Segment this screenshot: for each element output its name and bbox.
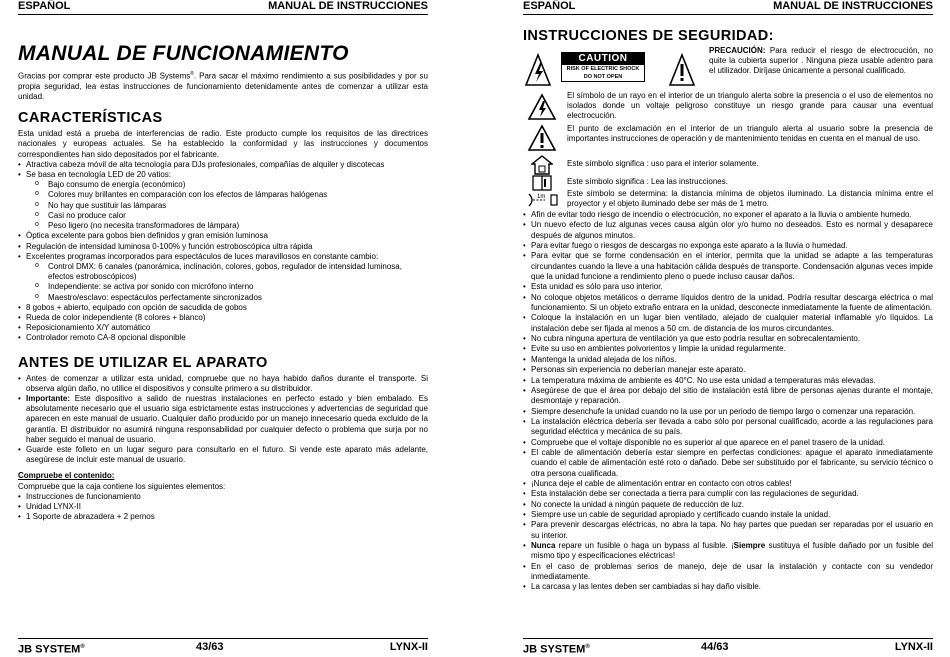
feature-subitem: o Colores muy brillantes en comparación con los efectos de lámparas halógenas	[18, 190, 428, 200]
safety-item	[523, 241, 933, 251]
feature-item: • Controlador remoto CA-8 opcional disponible	[18, 333, 428, 343]
feature-item: • Óptica excelente para gobos bien definidos y gran emisión luminosa	[18, 231, 428, 241]
safety-item	[523, 582, 933, 592]
document-title: MANUAL DE FUNCIONAMIENTO	[18, 42, 349, 65]
safety-item	[523, 334, 933, 344]
safety-item	[523, 293, 933, 314]
safety-item-text: La temperatura máxima de ambiente es 40°C. No use esta unidad a temperaturas más elevadas.	[531, 375, 876, 385]
safety-item	[523, 417, 933, 438]
safety-item	[523, 500, 933, 510]
feature-subitem: o Independiente: se activa por sonido con micrófono interno	[18, 282, 428, 292]
safety-item-text: Afin de evitar todo riesgo de incendio o electrocución, no exponer el aparato a la lluvia o ambiente humedo.	[531, 210, 912, 219]
safety-item	[523, 313, 933, 334]
safety-heading: INSTRUCCIONES DE SEGURIDAD:	[523, 28, 774, 44]
caution-line-1: RISK OF ELECTRIC SHOCK	[566, 66, 640, 72]
contents-list	[18, 492, 428, 523]
symbol-row	[523, 159, 933, 177]
safety-item	[523, 344, 933, 354]
safety-item-text: En el caso de problemas serios de manejo, deje de usar la instalación y contacte con su vendedor inmediatamente.	[531, 561, 933, 582]
lightning-triangle-icon	[527, 93, 557, 121]
safety-item	[523, 520, 933, 541]
page-header	[18, 0, 428, 15]
safety-item-text: Para prevenir descargas eléctricas, no abra la tapa. No hay partes que puedan ser reparadas por el usuario en su interior.	[531, 520, 933, 540]
before-use-item-text: Antes de comenzar a utilizar esta unidad, compruebe que no haya habido daños durante el transporte. Si observa algún daño, no utilice el dispositivos y consulte primero a su distribuidor.	[26, 373, 428, 393]
contents-item: • 1 Soporte de abrazadera + 2 pernos	[18, 512, 428, 522]
feature-item: • Excelentes programas incorporados para espectáculos de luces maravillosos en constante cambio:	[18, 252, 428, 262]
safety-list	[523, 210, 933, 593]
exclamation-triangle-icon	[669, 53, 695, 87]
safety-item-text: Siempre desenchufe la unidad cuando no la use por un periodo de tiempo largo o comenzar una reparación.	[531, 406, 916, 416]
symbol-description: El punto de exclamación en el interior de un triangulo alerta al usuario sobre la presencia de importantes instrucciones de operación y de mantenimiento tenidas en cuenta en el manual de uso.	[567, 124, 933, 144]
before-use-item	[18, 394, 428, 445]
before-use-item-text: Este dispositivo a salido de nuestras instalaciones en perfecto estado y bien embalado. Es absolutamente necesario que el usuario siga estrictamente estas instrucciones y advertencias de seguridad que aparecen en este manual de usuario. Cualquier daño producido por un manejo innecesario queda excluido de la garantía. El distribuidor no asumirá ninguna responsabilidad por cualquier defecto o problema que surja por no haber seguido el manual de usuario.	[26, 393, 428, 444]
feature-subitem: o Bajo consumo de energía (económico)	[18, 180, 428, 190]
safety-item-text: Evite su uso en ambientes polvorientos y limpie la unidad regularmente.	[531, 344, 786, 354]
safety-item-text: La carcasa y las lentes deben ser cambiadas si hay daño visible.	[531, 582, 761, 592]
safety-item-text: Asegúrese de que el área por debajo del sitio de instalación está libre de personas ajenas durante el montaje, desmontaje y reparación.	[531, 385, 933, 406]
header-language: ESPAÑOL	[18, 0, 71, 12]
intro-text: Gracias por comprar este producto JB Systems	[18, 71, 191, 81]
exclamation-triangle-icon	[527, 124, 557, 152]
footer-model: LYNX-II	[894, 641, 933, 653]
contents-item: • Instrucciones de funcionamiento	[18, 492, 428, 502]
safety-item-text: Coloque la instalación en un lugar bien ventilado, alejado de cualquier material inflamable y/o líquidos. La instalación debe ser fijada al menos a 50 cm. de distancia de los muros circundantes.	[531, 313, 933, 333]
before-use-heading: ANTES DE UTILIZAR EL APARATO	[18, 354, 268, 371]
min-distance-icon	[525, 190, 561, 210]
left-body	[18, 42, 428, 522]
safety-item	[523, 489, 933, 499]
safety-item	[523, 407, 933, 417]
registered-mark: ®	[190, 71, 194, 77]
caution-label-box	[561, 52, 645, 82]
feature-subitem: o Control DMX: 6 canales (panorámica, inclinación, colores, gobos, regulador de intensidad luminosa, efectos estroboscópicos)	[18, 262, 428, 282]
safety-item	[523, 386, 933, 407]
svg-text:1m: 1m	[537, 194, 546, 200]
before-use-list	[18, 374, 428, 466]
right-body	[523, 210, 933, 593]
safety-item	[523, 479, 933, 489]
symbol-row	[523, 91, 933, 123]
safety-item	[523, 220, 933, 241]
symbol-description: El símbolo de un rayo en el interior de un triangulo alerta sobre la presencia o el uso de elementos no isolados donde un voltaje peligroso constituye un riesgo grande para causar una eventual electrocución.	[567, 91, 933, 121]
footer-brand: JB SYSTEM®	[523, 643, 590, 656]
header-manual-title: MANUAL DE INSTRUCCIONES	[773, 0, 933, 12]
features-heading: CARACTERÍSTICAS	[18, 110, 163, 127]
symbol-description: Este símbolo significa : uso para el interior solamente.	[567, 159, 759, 168]
safety-item-text: Esta instalación debe ser conectada a tierra para cumplir con las regulaciones de seguridad.	[531, 489, 859, 499]
safety-item-text: ¡Nunca deje el cable de alimentación entrar en contacto con otros cables!	[531, 478, 792, 488]
safety-item	[523, 282, 933, 292]
before-use-item	[18, 445, 428, 465]
feature-subitem: o Casi no produce calor	[18, 211, 428, 221]
right-page	[523, 0, 933, 654]
features-intro: Esta unidad está a prueba de interferencias de radio. Este producto cumple los requisitos de las directrices nacionales y europeas actuales. Se ha establecido la conformidad y las instrucciones y documentos correspondientes han sido depositados por el fabricante.	[18, 129, 428, 159]
intro-text-cont: . Para sacar el máximo rendimiento a sus posibilidades y por su propia seguridad, lea estas instrucciones de funcionamiento detenidamente antes de comenzar a utilizar esta unidad.	[18, 71, 429, 102]
contents-item: • Unidad LYNX-II	[18, 502, 428, 512]
safety-item-text: Para evitar fuego o riesgos de descargas no exponga este aparato a la lluvia o humedad.	[531, 241, 848, 251]
footer-page-number: 44/63	[701, 641, 729, 653]
safety-item-text: sustituya el fusible dañado por un fusible del mismo tipo y especificaciones eléctricas!	[531, 541, 933, 561]
header-language: ESPAÑOL	[523, 0, 576, 12]
safety-item-text: Para evitar que se forme condensación en el interior, permita que la unidad se adapte a las temperaturas circundantes cuando la lleve a una habitación cálida después de transporte. Condensación algunas veces impide que la unidad funcione a rendimiento pleno o puede incluso causar daños.	[531, 251, 933, 282]
safety-item-text: Un nuevo efecto de luz algunas veces causa algún olor y/o humo no deseados. Esto es normal y desaparece después de algunos minutos.	[531, 220, 933, 240]
safety-item-text: Compruebe que el voltaje disponible no es superior al que aparece en el panel trasero de la unidad.	[531, 437, 886, 447]
safety-item-text: repare un fusible o haga un bypass al fusible. ¡	[555, 541, 734, 550]
safety-item	[523, 376, 933, 386]
safety-item	[523, 448, 933, 479]
safety-item-text: Personas sin experiencia no deberían manejar este aparato.	[531, 365, 746, 375]
feature-item: • Regulación de intensidad luminosa 0-100% y función estroboscópica ultra rápida	[18, 242, 428, 252]
before-use-item	[18, 374, 428, 394]
features-list	[18, 160, 428, 344]
before-use-item-label: Importante:	[26, 393, 70, 403]
feature-item: • 8 gobos + abierto, equipado con opción de sacudida de gobos	[18, 303, 428, 313]
safety-item-emphasis: Nunca	[531, 541, 556, 550]
before-use-item-text: Guarde este folleto en un lugar seguro para consultarlo en el futuro. Si vende este aparato más adelante, asegúrese de incluir este manual de usuario.	[26, 444, 428, 465]
safety-item-text: Siempre use un cable de seguridad apropiado y certificado cuando instale la unidad.	[531, 509, 831, 519]
safety-item	[523, 510, 933, 520]
safety-item	[523, 541, 933, 562]
page-footer	[18, 638, 428, 656]
caution-line-2: DO NOT OPEN	[583, 74, 623, 80]
intro-paragraph	[18, 69, 428, 102]
feature-item: • Reposicionamiento X/Y automático	[18, 323, 428, 333]
safety-item	[523, 251, 933, 282]
safety-item-text: No conecte la unidad a ningún paquete de reducción de luz.	[531, 499, 745, 509]
symbol-row	[523, 124, 933, 154]
feature-item: • Rueda de color independiente (8 colores + blanco)	[18, 313, 428, 323]
safety-item-text: Esta unidad es sólo para uso interior.	[531, 282, 663, 292]
caution-block	[523, 46, 933, 90]
page-header	[523, 0, 933, 15]
safety-item-emphasis: Siempre	[733, 541, 766, 550]
footer-model: LYNX-II	[389, 641, 428, 653]
feature-item: • Atractiva cabeza móvil de alta tecnología para DJs profesionales, compañías de alquiler y discotecas	[18, 160, 428, 170]
safety-item	[523, 355, 933, 365]
check-contents-intro: Compruebe que la caja contiene los siguientes elementos:	[18, 481, 226, 491]
safety-item-text: Mantenga la unidad alejada de los niños.	[531, 354, 677, 364]
safety-item	[523, 210, 933, 220]
precaution-text: PRECAUCIÓN: Para reducir el riesgo de electrocución, no quite la cubierta superior . Ninguna pieza usable adentro para el utilizador. Diríjase únicamente a personal cualificado.	[709, 46, 933, 76]
safety-item-text: La instalación eléctrica debería ser llevada a cabo sólo por personal cualificado, acorde a las regulaciones para seguridad eléctrica y mecánica de su país.	[531, 416, 933, 437]
feature-subitem: o Peso ligero (no necesita transformadores de lámpara)	[18, 221, 428, 231]
caution-label: CAUTION	[562, 53, 644, 65]
safety-item	[523, 365, 933, 375]
lightning-triangle-icon	[525, 53, 551, 87]
safety-item	[523, 438, 933, 448]
footer-page-number: 43/63	[196, 641, 224, 653]
feature-subitem: o Maestro/esclavo: espectáculos perfectamente sincronizados	[18, 293, 428, 303]
header-manual-title: MANUAL DE INSTRUCCIONES	[268, 0, 428, 12]
feature-item: • Se basa en tecnología LED de 20 vatios:	[18, 170, 428, 180]
safety-item-text: No cubra ninguna apertura de ventilación ya que esto podría resultar en sobrecalentamiento.	[531, 334, 861, 344]
indoor-house-icon	[531, 155, 553, 175]
symbol-row	[523, 189, 933, 211]
page-footer	[523, 638, 933, 656]
left-page	[18, 0, 428, 654]
safety-item-text: El cable de alimentación debería estar siempre en perfectas condiciones: apague el aparato inmediatamente cuando el cable de alimentación esté roto o dañado. Debe ser substituido por el fabricante, su servicio técnico o otra persona cualificada.	[531, 447, 933, 478]
footer-brand: JB SYSTEM®	[18, 643, 85, 656]
safety-item	[523, 562, 933, 583]
feature-subitem: o No hay que sustituir las lámparas	[18, 201, 428, 211]
check-contents-heading: Compruebe el contenido:	[18, 471, 115, 481]
symbol-description: Este símbolo significa : Lea las instrucciones.	[567, 177, 728, 186]
safety-item-text: No coloque objetos metálicos o derrame líquidos dentro de la unidad. Podría resultar descarga eléctrica o mal funcionamiento. Si un objeto extraño entrara en la unidad, desconecte inmediatamente la fuente de alimentación.	[531, 292, 933, 313]
symbol-description: Este símbolo se determina: la distancia mínima de objetos iluminado. La distancia mínima entre el proyector y el objeto iluminado debe ser más de 1 metro.	[567, 189, 933, 209]
